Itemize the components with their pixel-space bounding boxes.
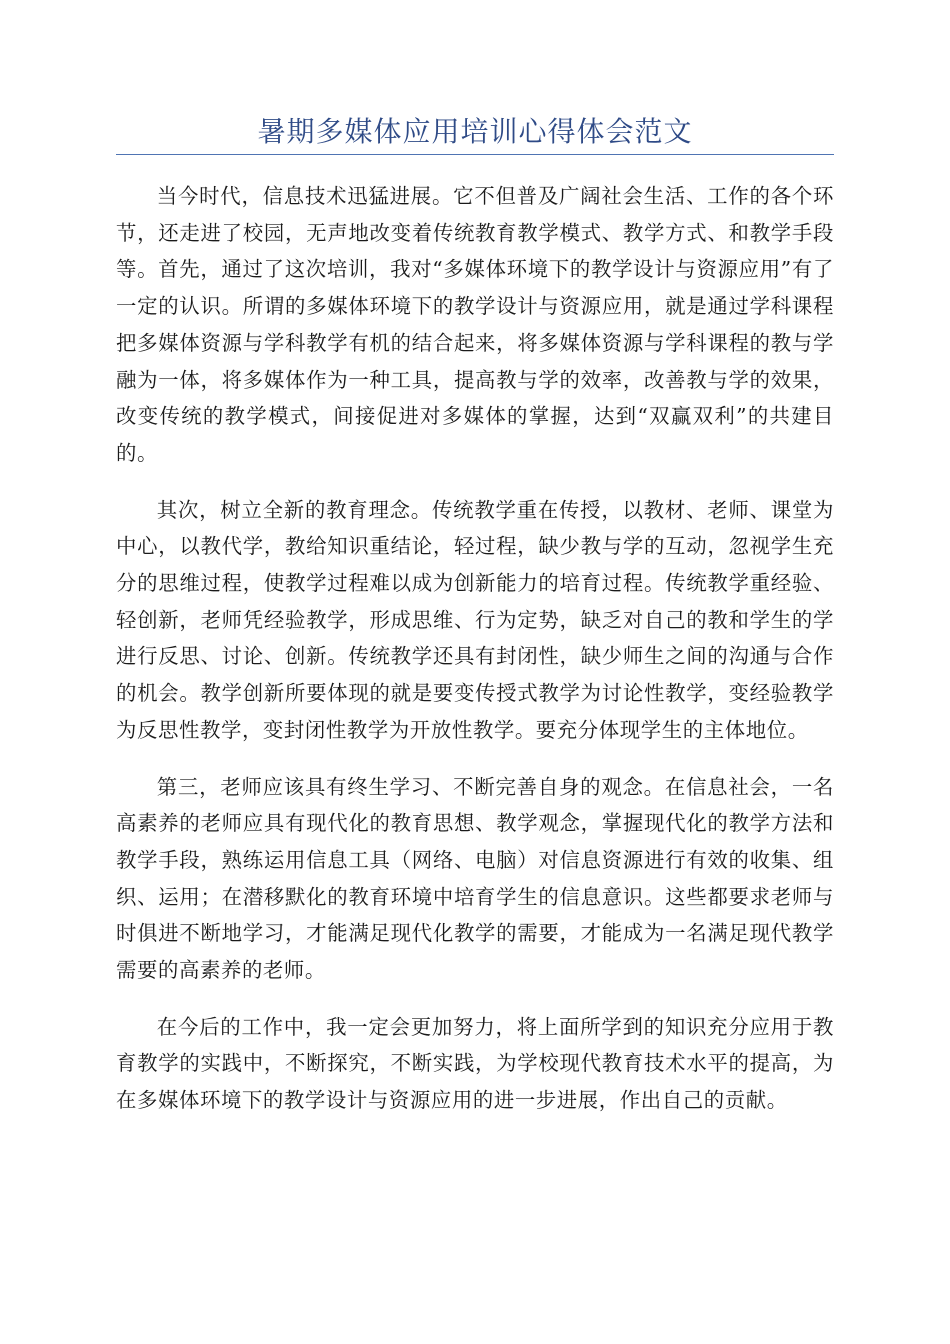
document-body xyxy=(116,178,834,1139)
title-underline xyxy=(116,154,834,155)
paragraph-2: 其次，树立全新的教育理念。传统教学重在传授，以教材、老师、课堂为中心，以教代学，教给知识重结论，轻过程，缺少教与学的互动，忽视学生充分的思维过程，使教学过程难以成为创新能力的培育过程。传统教学重经验、轻创新，老师凭经验教学，形成思维、行为定势，缺乏对自己的教和学生的学进行反思、讨论、创新。传统教学还具有封闭性，缺少师生之间的沟通与合作的机会。教学创新所要体现的就是要变传授式教学为讨论性教学，变经验教学为反思性教学，变封闭性教学为开放性教学。要充分体现学生的主体地位。 xyxy=(116,497,834,742)
paragraph-4: 在今后的工作中，我一定会更加努力，将上面所学到的知识充分应用于教育教学的实践中，不断探究，不断实践，为学校现代教育技术水平的提高，为在多媒体环境下的教学设计与资源应用的进一步进展，作出自己的贡献。 xyxy=(116,1014,834,1113)
paragraph-3: 第三，老师应该具有终生学习、不断完善自身的观念。在信息社会，一名高素养的老师应具有现代化的教育思想、教学观念，掌握现代化的教学方法和教学手段，熟练运用信息工具（网络、电脑）对信息资源进行有效的收集、组织、运用；在潜移默化的教育环境中培育学生的信息意识。这些都要求老师与时俱进不断地学习，才能满足现代化教学的需要，才能成为一名满足现代教学需要的高素养的老师。 xyxy=(116,774,834,983)
document-title: 暑期多媒体应用培训心得体会范文 xyxy=(257,115,693,148)
paragraph-1: 当今时代，信息技术迅猛进展。它不但普及广阔社会生活、工作的各个环节，还走进了校园，无声地改变着传统教育教学模式、教学方式、和教学手段等。首先，通过了这次培训，我对“多媒体环境下的教学设计与资源应用”有了一定的认识。所谓的多媒体环境下的教学设计与资源应用，就是通过学科课程把多媒体资源与学科教学有机的结合起来，将多媒体资源与学科课程的教与学融为一体，将多媒体作为一种工具，提高教与学的效率，改善教与学的效果，改变传统的教学模式，间接促进对多媒体的掌握，达到“双赢双利”的共建目的。 xyxy=(116,184,834,465)
